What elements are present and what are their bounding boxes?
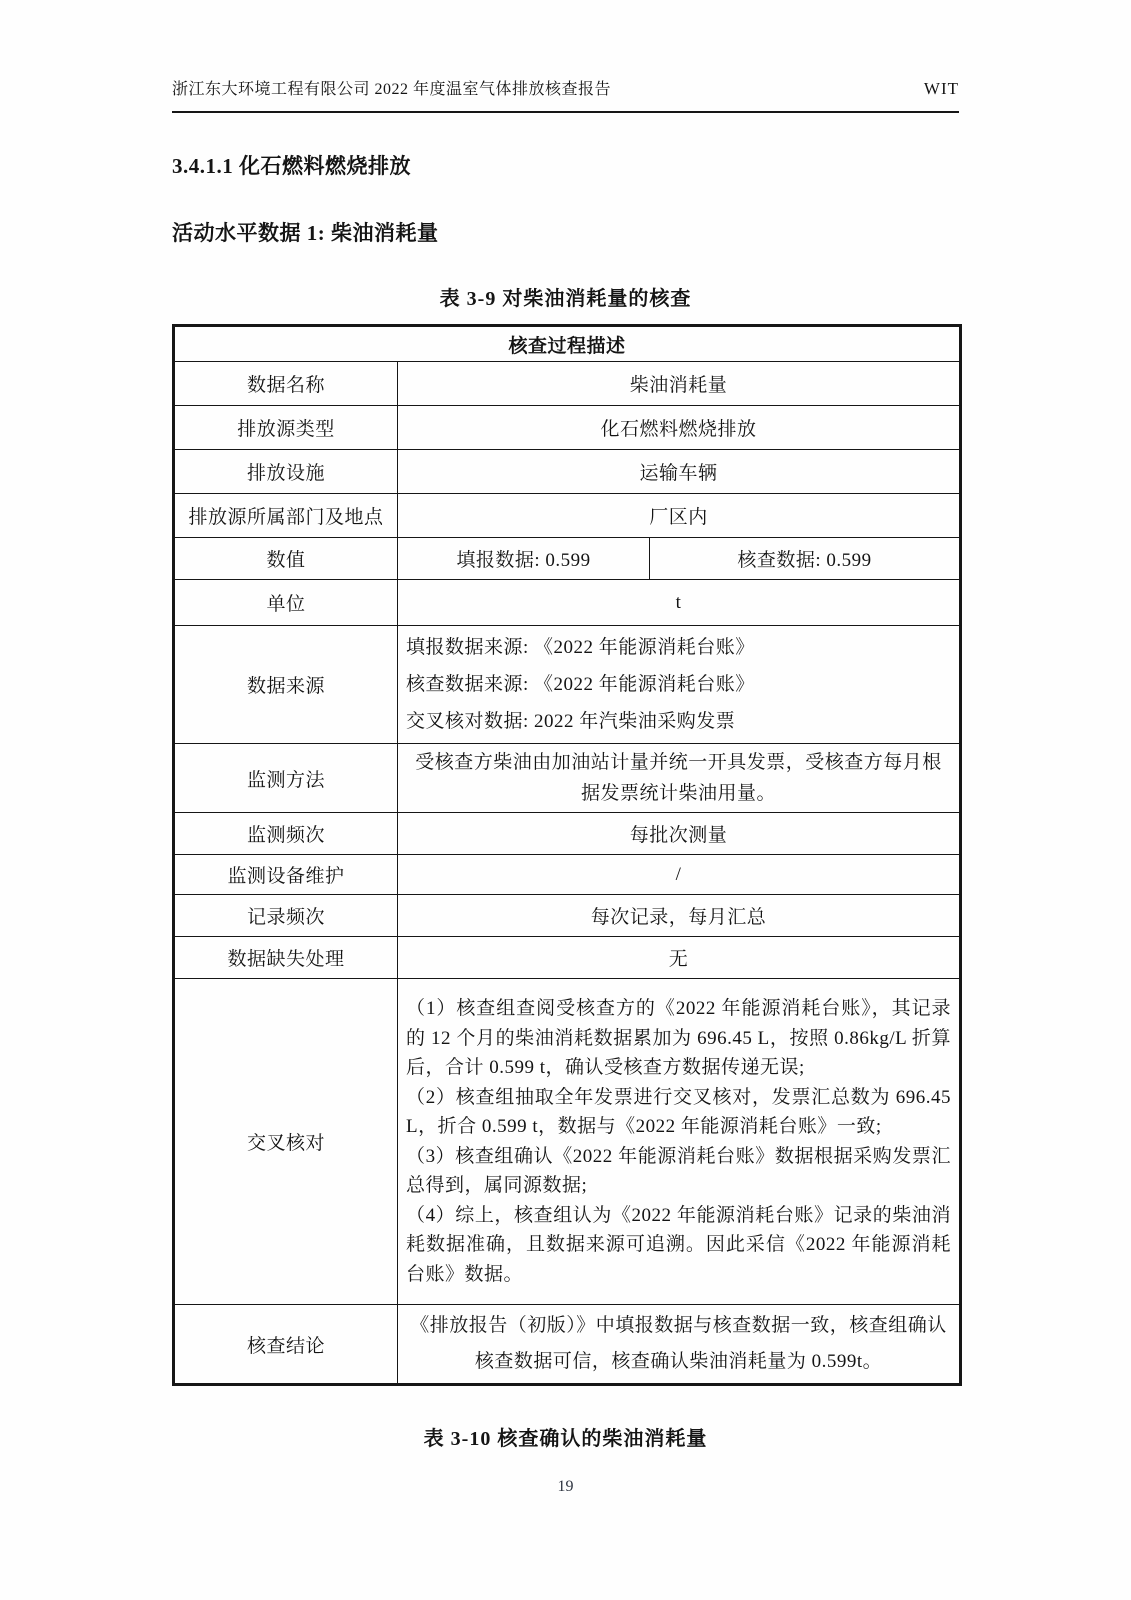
row-value: 厂区内 — [398, 494, 961, 538]
row-label: 单位 — [174, 580, 398, 626]
table-row-header — [174, 326, 961, 362]
row-value: 柴油消耗量 — [398, 362, 961, 406]
data-source-line: 填报数据来源: 《2022 年能源消耗台账》 — [406, 637, 755, 658]
table-row-cross-check — [174, 979, 961, 1305]
table-row-numeric-value — [174, 538, 961, 580]
data-source-line: 核查数据来源: 《2022 年能源消耗台账》 — [406, 674, 755, 695]
table-row-facility — [174, 450, 961, 494]
cross-check-paragraph: （3）核查组确认《2022 年能源消耗台账》数据根据采购发票汇总得到，属同源数据; — [406, 1145, 952, 1196]
row-value — [398, 979, 961, 1305]
row-value: 《排放报告（初版）》中填报数据与核查数据一致，核查组确认核查数据可信，核查确认柴油消耗量为 0.599t。 — [398, 1305, 961, 1385]
row-value: t — [398, 580, 961, 626]
table-3-9-title: 表 3-9 对柴油消耗量的核查 — [439, 288, 692, 310]
table-3-10-title: 表 3-10 核查确认的柴油消耗量 — [423, 1428, 708, 1450]
row-label: 数据来源 — [174, 626, 398, 744]
row-value: 每批次测量 — [398, 813, 961, 855]
reported-value-cell: 填报数据: 0.599 — [398, 538, 650, 580]
row-label: 排放源类型 — [174, 406, 398, 450]
table-row-data-source — [174, 626, 961, 744]
row-label: 监测设备维护 — [174, 855, 398, 895]
row-value: 运输车辆 — [398, 450, 961, 494]
row-value: / — [398, 855, 961, 895]
row-label: 监测方法 — [174, 744, 398, 813]
table-row-department — [174, 494, 961, 538]
page-header — [172, 76, 959, 113]
header-report-title: 浙江东大环境工程有限公司 2022 年度温室气体排放核查报告 — [172, 81, 612, 98]
row-value — [398, 626, 961, 744]
row-value: 化石燃料燃烧排放 — [398, 406, 961, 450]
row-label: 排放源所属部门及地点 — [174, 494, 398, 538]
row-label: 交叉核对 — [174, 979, 398, 1305]
cross-check-paragraph: （4）综上，核查组认为《2022 年能源消耗台账》记录的柴油消耗数据准确，且数据来源可追溯。因此采信《2022 年能源消耗台账》数据。 — [406, 1204, 952, 1285]
table-row-equipment-maintenance — [174, 855, 961, 895]
row-label: 监测频次 — [174, 813, 398, 855]
row-label: 核查结论 — [174, 1305, 398, 1385]
activity-data-heading: 活动水平数据 1: 柴油消耗量 — [172, 221, 439, 245]
table-header-cell: 核查过程描述 — [174, 326, 961, 362]
table-row-conclusion — [174, 1305, 961, 1385]
table-row-source-type — [174, 406, 961, 450]
verified-value-cell: 核查数据: 0.599 — [650, 538, 961, 580]
table-row-monitoring-method — [174, 744, 961, 813]
table-row-record-frequency — [174, 895, 961, 937]
row-label: 数据缺失处理 — [174, 937, 398, 979]
section-heading: 3.4.1.1 化石燃料燃烧排放 — [172, 154, 411, 178]
cross-check-paragraph: （1）核查组查阅受核查方的《2022 年能源消耗台账》，其记录的 12 个月的柴油消耗数据累加为 696.45 L，按照 0.86kg/L 折算后，合计 0.599 t，确认受核查方数据传递无误; — [406, 998, 952, 1078]
row-label: 数值 — [174, 538, 398, 580]
page-number: 19 — [557, 1478, 574, 1495]
verification-table — [172, 324, 962, 1386]
table-row-unit — [174, 580, 961, 626]
data-source-line: 交叉核对数据: 2022 年汽柴油采购发票 — [406, 711, 736, 732]
row-value: 无 — [398, 937, 961, 979]
table-row-monitoring-frequency — [174, 813, 961, 855]
document-body — [172, 76, 959, 1451]
row-value: 每次记录，每月汇总 — [398, 895, 961, 937]
row-label: 数据名称 — [174, 362, 398, 406]
table-row-missing-data — [174, 937, 961, 979]
cross-check-paragraph: （2）核查组抽取全年发票进行交叉核对，发票汇总数为 696.45 L，折合 0.599 t，数据与《2022 年能源消耗台账》一致; — [406, 1086, 952, 1137]
row-value: 受核查方柴油由加油站计量并统一开具发票，受核查方每月根据发票统计柴油用量。 — [398, 744, 961, 813]
row-label: 记录频次 — [174, 895, 398, 937]
table-row-data-name — [174, 362, 961, 406]
row-label: 排放设施 — [174, 450, 398, 494]
header-logo-text: WIT — [923, 79, 959, 98]
